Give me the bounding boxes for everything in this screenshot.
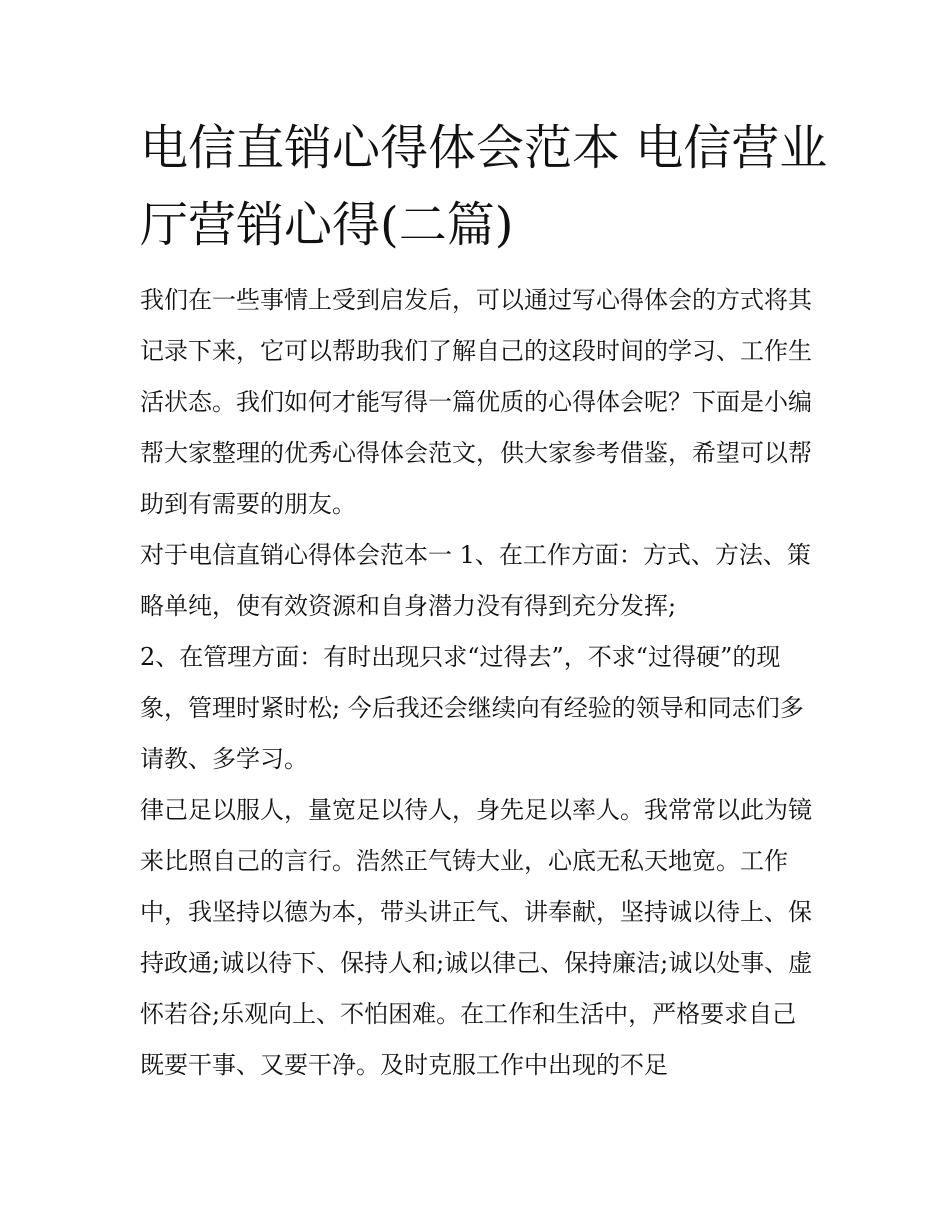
document-title: 电信直销心得体会范本 电信营业厅营销心得(二篇) bbox=[140, 120, 828, 253]
paragraph-self-discipline: 律己足以服人，量宽足以待人，身先足以率人。我常常以此为镜来比照自己的言行。浩然正气铸大业，心底无私天地宽。工作中，我坚持以德为本，带头讲正气、讲奉献，坚持诚以待上、保持政通;诚以待下、保持人和;诚以律己、保持廉洁;诚以处事、虚怀若谷;乐观向上、不怕困难。在工作和生活中，严格要求自己既要干事、又要干净。及时克服工作中出现的不足 bbox=[140, 796, 813, 1079]
paragraph-intro: 我们在一些事情上受到启发后，可以通过写心得体会的方式将其记录下来，它可以帮助我们了解自己的这段时间的学习、工作生活状态。我们如何才能写得一篇优质的心得体会呢？下面是小编帮大家整理的优秀心得体会范文，供大家参考借鉴，希望可以帮助到有需要的朋友。 bbox=[140, 286, 812, 518]
paragraph-work-aspect: 对于电信直销心得体会范本一 1、在工作方面：方式、方法、策略单纯，使有效资源和自身潜力没有得到充分发挥; bbox=[140, 541, 811, 620]
document-body bbox=[140, 275, 818, 1091]
paragraph-management-aspect: 2、在管理方面：有时出现只求“过得去”，不求“过得硬”的现象，管理时紧时松; 今后我还会继续向有经验的领导和同志们多请教、多学习。 bbox=[140, 643, 804, 773]
